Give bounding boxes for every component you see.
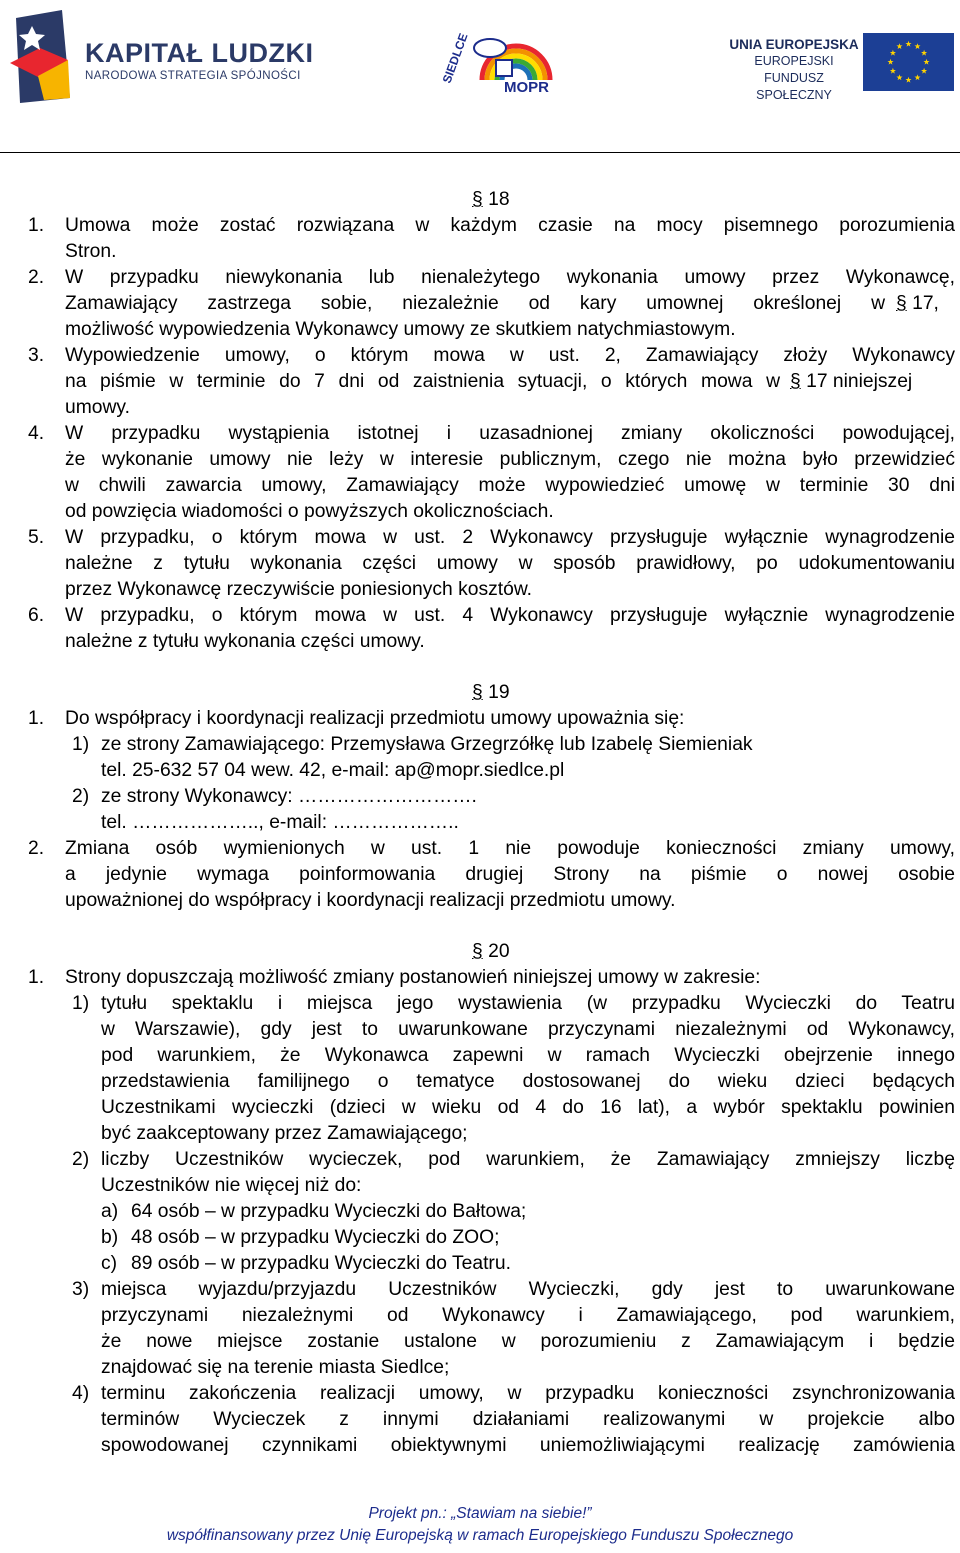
paragraph-line: należne z tytułu wykonania części umowy. bbox=[65, 631, 425, 652]
eu-union-label: UNIA EUROPEJSKA bbox=[729, 37, 859, 52]
paragraph-line: Uczestników nie więcej niż do: bbox=[101, 1175, 362, 1196]
paragraph-line: pod warunkiem, że Wykonawca zapewni w ramach Wycieczki obejrzenie innego bbox=[101, 1045, 955, 1066]
paragraph-line: umowy. bbox=[65, 397, 130, 418]
mopr-label: MOPR bbox=[504, 79, 549, 96]
paragraph-line: na piśmie w terminie do 7 dni od zaistnienia sytuacji, o których mowa w bbox=[65, 371, 780, 392]
paragraph-line: ze strony Zamawiającego: Przemysława Grzegrzółkę lub Izabelę Siemieniak bbox=[101, 734, 753, 755]
contact-line: tel. ……………….., e-mail: ……………….. bbox=[101, 812, 459, 833]
paragraph-line: Do współpracy i koordynacji realizacji przedmiotu umowy upoważnia się: bbox=[65, 708, 685, 729]
section-number: 18 bbox=[488, 189, 510, 210]
item-number: 5. bbox=[28, 527, 45, 548]
item-number: 2. bbox=[28, 838, 45, 859]
eu-text-block bbox=[728, 36, 860, 104]
section-symbol-icon: § bbox=[472, 941, 483, 962]
paragraph-line: możliwość wypowiedzenia Wykonawcy umowy ze skutkiem natychmiastowym. bbox=[65, 319, 736, 340]
paragraph-line: W przypadku, o którym mowa w ust. 2 Wykonawcy przysługuje wyłącznie wynagrodzenie bbox=[65, 527, 955, 548]
paragraph-line: Uczestnikami wycieczki (dzieci w wieku od 4 do 16 lat), a wybór spektaklu powinien bbox=[101, 1097, 955, 1118]
item-number: 1. bbox=[28, 967, 45, 988]
subitem-number: 1) bbox=[72, 993, 90, 1014]
mopr-rainbow-icon bbox=[442, 18, 554, 96]
paragraph-line: Zamawiający zastrzega sobie, niezależnie od kary umownej określonej w bbox=[65, 293, 885, 314]
item-number: 4. bbox=[28, 423, 45, 444]
paragraph-line: Wypowiedzenie umowy, o którym mowa w ust. 2, Zamawiający złoży Wykonawcy bbox=[65, 345, 955, 366]
paragraph-line: 64 osób – w przypadku Wycieczki do Bałtowa; bbox=[131, 1201, 527, 1222]
paragraph-line: że wykonanie umowy nie leży w interesie publicznym, czego nie można było przewidzieć bbox=[65, 449, 955, 470]
kapital-ludzki-subtitle: NARODOWA STRATEGIA SPÓJNOŚCI bbox=[85, 70, 301, 82]
paragraph-line: Stron. bbox=[65, 241, 117, 262]
paragraph-line: ze strony Wykonawcy: ………………………. bbox=[101, 786, 477, 807]
paragraph-line: 48 osób – w przypadku Wycieczki do ZOO; bbox=[131, 1227, 500, 1248]
paragraph-line: W przypadku wystąpienia istotnej i uzasadnionej zmiany okoliczności powodującej, bbox=[65, 423, 955, 444]
paragraph-line: przez Wykonawcę rzeczywiście poniesionych kosztów. bbox=[65, 579, 533, 600]
subitem-number: 2) bbox=[72, 1149, 90, 1170]
eu-fund-label-1: EUROPEJSKI bbox=[754, 54, 834, 68]
item-number: 3. bbox=[28, 345, 45, 366]
section-ref: § 17, bbox=[896, 293, 939, 314]
item-number: 1. bbox=[28, 708, 45, 729]
paragraph-line: Strony dopuszczają możliwość zmiany postanowień niniejszej umowy w zakresie: bbox=[65, 967, 761, 988]
paragraph-line: przedstawienia familijnego o tematyce dostosowanej do wieku dzieci będących bbox=[101, 1071, 955, 1092]
letter-item: a) bbox=[101, 1201, 119, 1222]
page-footer bbox=[0, 1503, 960, 1547]
item-number: 1. bbox=[28, 215, 45, 236]
mopr-city-label: SIEDLCE bbox=[442, 31, 471, 86]
section-number: 20 bbox=[488, 941, 510, 962]
subitem-number: 1) bbox=[72, 734, 90, 755]
page-header bbox=[0, 0, 960, 150]
letter-item: c) bbox=[101, 1253, 118, 1274]
paragraph-line: W przypadku, o którym mowa w ust. 4 Wykonawcy przysługuje wyłącznie wynagrodzenie bbox=[65, 605, 955, 626]
paragraph-line: należne z tytułu wykonania części umowy w sposób prawidłowy, po udokumentowaniu bbox=[65, 553, 955, 574]
paragraph-line: upoważnionej do współpracy i koordynacji realizacji przedmiotu umowy. bbox=[65, 890, 676, 911]
paragraph-line: 89 osób – w przypadku Wycieczki do Teatru. bbox=[131, 1253, 511, 1274]
paragraph-line: tytułu spektaklu i miejsca jego wystawienia (w przypadku Wycieczki do Teatru bbox=[101, 993, 955, 1014]
item-number: 2. bbox=[28, 267, 45, 288]
subitem-number: 4) bbox=[72, 1383, 90, 1404]
subitem-number: 2) bbox=[72, 786, 90, 807]
eu-fund-label-2: FUNDUSZ SPOŁECZNY bbox=[756, 71, 832, 102]
contact-line: tel. 25-632 57 04 wew. 42, e-mail: ap@mopr.siedlce.pl bbox=[101, 760, 565, 781]
kapital-ludzki-title: KAPITAŁ LUDZKI bbox=[85, 38, 314, 68]
header-divider bbox=[0, 152, 960, 153]
paragraph-line: a jedynie wymaga poinformowania drugiej Strony na piśmie o nowej osobie bbox=[65, 864, 955, 885]
footer-cofinancing: współfinansowany przez Unię Europejską w ramach Europejskiego Funduszu Społecznego bbox=[166, 1527, 794, 1544]
kapital-ludzki-logo bbox=[10, 8, 314, 103]
paragraph-line: w Warszawie), gdy jest to uwarunkowane przyczynami niezależnymi od Wykonawcy, bbox=[101, 1019, 955, 1040]
subitem-number: 3) bbox=[72, 1279, 90, 1300]
footer-project-name: Projekt pn.: „Stawiam na siebie!” bbox=[368, 1505, 592, 1522]
letter-item: b) bbox=[101, 1227, 119, 1248]
paragraph-line: spowodowanej czynnikami obiektywnymi uniemożliwiającymi realizację zamówienia bbox=[101, 1435, 955, 1456]
item-number: 6. bbox=[28, 605, 45, 626]
paragraph-line: znajdować się na terenie miasta Siedlce; bbox=[101, 1357, 450, 1378]
section-symbol-icon: § bbox=[472, 682, 483, 703]
section-18-heading bbox=[472, 187, 510, 213]
section-ref: § 17 niniejszej bbox=[790, 371, 913, 392]
section-19-heading bbox=[472, 680, 510, 706]
paragraph-line: terminów Wycieczek z innymi działaniami realizowanymi w projekcie albo bbox=[101, 1409, 955, 1430]
paragraph-line: przyczynami niezależnymi od Wykonawcy i Zamawiającego, pod warunkiem, bbox=[101, 1305, 955, 1326]
paragraph-line: w chwili zawarcia umowy, Zamawiający może wypowiedzieć umowę w terminie 30 dni bbox=[65, 475, 955, 496]
paragraph-line: W przypadku niewykonania lub nienależytego wykonania umowy przez Wykonawcę, bbox=[65, 267, 955, 288]
paragraph-line: Umowa może zostać rozwiązana w każdym czasie na mocy pisemnego porozumienia bbox=[65, 215, 955, 236]
eu-flag-icon bbox=[863, 33, 954, 91]
section-number: 19 bbox=[488, 682, 510, 703]
paragraph-line: Zmiana osób wymienionych w ust. 1 nie powoduje konieczności zmiany umowy, bbox=[65, 838, 955, 859]
section-20-heading bbox=[472, 939, 510, 965]
paragraph-line: być zaakceptowany przez Zamawiającego; bbox=[101, 1123, 468, 1144]
paragraph-line: że nowe miejsce zostanie ustalone w porozumieniu z Zamawiającym i będzie bbox=[101, 1331, 955, 1352]
mopr-siedlce-logo bbox=[442, 18, 554, 96]
kapital-ludzki-mark-icon bbox=[10, 8, 72, 103]
paragraph-line: terminu zakończenia realizacji umowy, w przypadku konieczności zsynchronizowania bbox=[101, 1383, 955, 1404]
paragraph-line: od powzięcia wiadomości o powyższych okolicznościach. bbox=[65, 501, 554, 522]
paragraph-line: miejsca wyjazdu/przyjazdu Uczestników Wycieczki, gdy jest to uwarunkowane bbox=[101, 1279, 955, 1300]
paragraph-line: liczby Uczestników wycieczek, pod warunkiem, że Zamawiający zmniejszy liczbę bbox=[101, 1149, 955, 1170]
section-symbol-icon: § bbox=[472, 189, 483, 210]
